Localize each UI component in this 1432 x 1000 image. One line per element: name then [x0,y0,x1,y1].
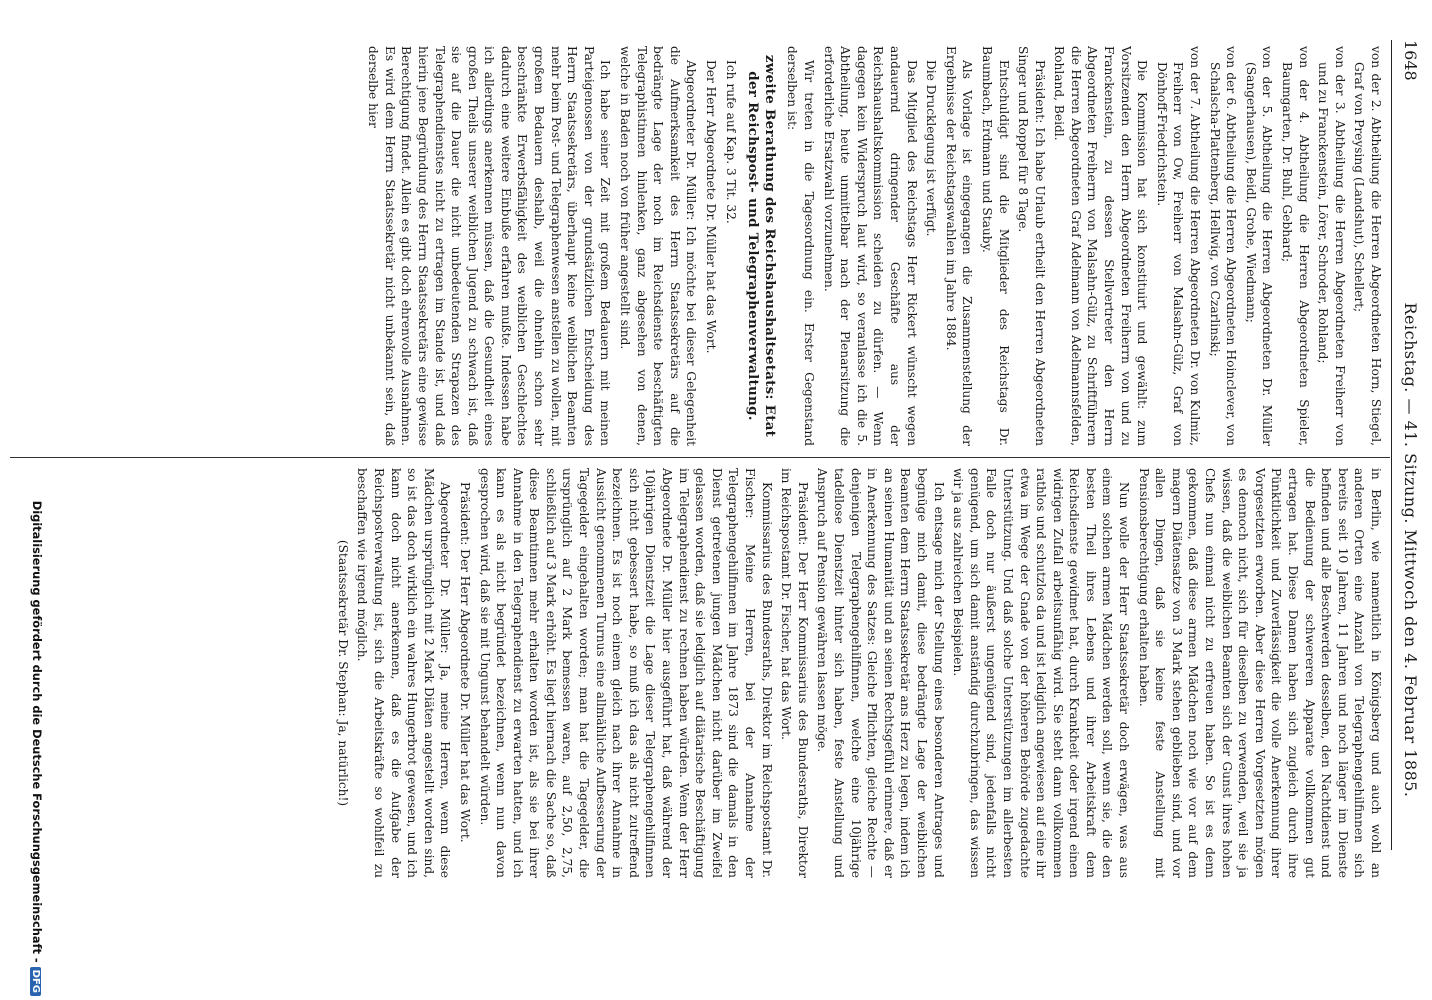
paragraph: Abgeordneter Dr. Müller: Ja, meine Herren, wenn diese Mädchen ursprünglich mit 2 Mark Diäten angestellt worden sind, so ist das doch wirklich ein wahres Hungerbrot gewesen, und ich kann doch nicht anerkennen, daß es die Aufgabe der Reichspostverwaltung ist, sich die Arbeitskräfte so wohlfeil zu beschaffen wie irgend möglich. [355,468,453,878]
paragraph: Ich rufe auf Kap. 3 Tit. 32. [723,60,738,224]
column-divider [10,457,1390,458]
paragraph: Nun wolle der Herr Staatssekretär doch erwägen, was aus einem solchen armen Mädchen werden soll, wenn sie, die den besten Theil ihres Lebens und ihrer Arbeitskraft dem Reichsdienste gewidmet hat, durch Krankheit oder irgend einen widrigen Zufall arbeitsunfähig wird. Sie steht dann vollkommen rathlos und schutzlos da und ist lediglich angewiesen auf eine ihr etwa im Wege der Gnade von der höheren Behörde zugedachte Unterstützung. Und daß solche Unterstützungen im allerbesten Falle doch nur äußerst ungenügend sind, jedenfalls nicht genügend, um sich damit anständig durchzubringen, das wissen wir ja aus zahlreichen Beispielen. [951,468,1132,878]
page-title: Reichstag. — 41. Sitzung. Mittwoch den 4. Februar 1885. [1401,302,1420,798]
paragraph: Das Mitglied des Reichstags Herr Rickert wünscht wegen andauernd dringender Geschäfte aus der Reichshaushaltskommission scheiden zu dürfen. — Wenn dagegen kein Widerspruch laut wird, so veranlasse ich die 5. Abtheilung, heute unmittelbar nach der Plenarsitzung die erforderliche Ersatzwahl vorzunehmen. [821,46,919,446]
dfg-logo: DFG [30,967,41,996]
paragraph: in Berlin, wie namentlich in Königsberg und auch wohl an anderen Orten eine Anzahl von Telegraphengehilfinnen sich bereits seit 10 Jahren, 11 Jahren und noch länger im Dienste befinden und alle Beschwerden desselben, den Nachtdienst und die Bedienung der schwereren Apparate vollkommen gut ertragen hat. Diese Damen haben sich zugleich durch ihre Pünktlichkeit und Zuverlässigkeit die volle Anerkennung ihrer Vorgesetzten erworben. Aber diese Herren Vorgesetzten mögen es dennoch nicht, sich für dieselben zu verwenden, weil sie ja wissen, daß die weiblichen Beamten sich der Gunst ihres hohen Chefs nun einmal nicht zu erfreuen haben. So ist es denn gekommen, daß diese armen Mädchen noch wie vor auf dem magern Diätensatze von 3 Mark stehen geblieben sind, und vor allen Dingen, daß sie keine feste Anstellung mit Pensionsberechtigung erhalten haben. [1136,468,1383,878]
paragraph: Ich entsage mich der Stellung eines besonderen Antrages und begnüge mich damit, diese bedrängte Lage der weiblichen Beamten dem Herrn Staatssekretär ans Herz zu legen, indem ich an seinen Humanität und an seinen Rechtsgefühl erinnere, daß er in Anerkennung des Satzes: Gleiche Pflichten, gleiche Rechte — denjenigen Telegraphengehilfinnen, welche eine 10jährige tadellose Dienstzeit hinter sich haben, feste Anstellung und Anspruch auf Pension gewähren lassen möge. [815,468,946,878]
paragraph: Ich habe seiner Zeit mit großem Bedauern mit meinen Parteigenossen von der grundsätzlichen Entscheidung des Herrn Staatssekretärs, überhaupt keine weiblichen Beamten mehr beim Post- und Telegraphenwesen anstellen zu wollen, mit großem Bedauern deshalb, weil die ohnehin schon sehr beschränkte Erwerbsfähigkeit des weiblichen Geschlechtes dadurch eine weitere Einbuße erfahren mußte. Indessen habe ich allerdings anerkennen müssen, daß die Gesundheit eines großen Theils unserer weiblichen Jugend zu schwach ist, daß sie auf die Dauer die nicht unbedeutenden Strapazen des Telegraphendienstes nicht zu ertragen im Stande ist, und daß hierin jene Begründung des Herrn Staatssekretärs eine gewisse Berechtigung findet. Allein es gibt doch ehrenvolle Ausnahmen. Es wird dem Herrn Staatssekretär nicht unbekannt sein, daß derselbe hier [366,46,613,446]
paragraph: Abgeordneter Dr. Müller: Ich möchte bei dieser Gelegenheit die Aufmerksamkeit des Herrn Staatssekretärs auf die bedrängte Lage der noch im Reichsdienste beschäftigten Telegraphistinnen hinlenken, ganz abgesehen von denen, welche in Baden noch von früher angestellt sind. [618,46,699,446]
credit-text: Digitalisierung gefördert durch die Deutsche Forschungsgemeinschaft - [30,500,44,963]
left-column [10,46,1384,446]
paragraph: Die Drucklegung ist verfügt. [924,60,939,237]
paragraph: Präsident: Ich habe Urlaub ertheilt den Herren Abgeordneten Singer und Roppel für 8 Tage. [1016,46,1047,446]
paragraph: Wir treten in die Tagesordnung ein. Erster Gegenstand derselben ist: [785,46,816,446]
page-number: 1648 [1401,40,1420,81]
paragraph: von der 2. Abtheilung die Herren Abgeordneten Horn, Stiegel, Graf von Preysing (Landshut), Schellert; [1352,46,1383,446]
paragraph: Die Kommission hat sich konstituirt und gewählt: zum Vorsitzenden den Herrn Abgeordneten Freiherrn von und zu Franckenstein, zu dessen Stellvertreter den Herrn Abgeordneten Freiherrn von Malsahn-Gülz, zu Schriftführern die Herren Abgeordneten Graf Adelmann von Adelmannsfelden, Rohland, Beidl. [1052,46,1150,446]
paragraph: Kommissarius des Bundesraths, Direktor im Reichspostamt Dr. Fischer: Meine Herren, bei der Annahme der Telegraphengehilfinnen im Jahre 1873 sind die damals in den Dienst getretenen jungen Mädchen nicht darüber im Zweifel gelassen worden, daß sie lediglich auf diätarische Beschäftigung im Telegraphendienst zu rechnen haben würden. Wenn der Herr Abgeordnete Dr. Müller hier ausgeführt hat, daß während der 10jährigen Dienstzeit die Lage dieser Telegraphengehilfinnen sich nicht gebessert habe, so muß ich das als nicht zutreffend bezeichnen. Es ist noch einem gleich nach ihrer Annahme in Aussicht genommenen Turnus eine allmähliche Aufbesserung der Tagegelder eingehalten worden; man hat die Tagegelder, die ursprünglich auf 2 Mark bemessen waren, auf 2,50, 2,75, schließlich auf 3 Mark erhöht. Es liegt hiernach die Sache so, daß diese Beamtinnen mehr erhalten worden ist, als sie bei ihrer Annahme in den Telegraphendienst zu erwarten hatten, und ich kann es als nicht begründet bezeichnen, wenn nun davon gesprochen wird, daß sie mit Ungunst behandelt würden. [477,468,774,878]
digitization-credit [30,501,44,996]
paragraph: von der 5. Abtheilung die Herren Abgeordneten Dr. Müller (Sangerhausen), Beidl, Grohe, Wiedmann; [1243,46,1275,446]
paragraph: (Staatssekretär Dr. Stephan: Ja, natürlich!) [335,539,350,807]
paragraph: Als Vorlage ist eingegangen die Zusammenstellung der Ergebnisse der Reichstagswahlen im Jahre 1884. [943,46,975,446]
paragraph: Präsident: Der Herr Abgeordnete Dr. Müller hat das Wort. [457,482,472,843]
paragraph: von der 7. Abtheilung die Herren Abgeordneten Dr. von Kulmiz, Freiherr von Ow, Freiherr von Malsahn-Gülz, Graf von Dönhoff-Friedrichstein. [1154,46,1203,446]
paragraph: Präsident: Der Herr Kommissarius des Bundesraths, Direktor im Reichspostamt Dr. Fischer, hat das Wort. [779,468,810,878]
right-column [10,468,1384,878]
paragraph: Der Herr Abgeordnete Dr. Müller hat das Wort. [704,60,719,354]
paragraph: Entschuldigt sind die Mitglieder des Reichstags Dr. Baumbach, Erdmann und Stauby. [979,46,1011,446]
paragraph: von der 3. Abtheilung die Herren Abgeordneten Freiherr von und zu Franckenstein, Lörer, Schroder, Rohland; [1316,46,1347,446]
paragraph: von der 4. Abtheilung die Herren Abgeordneten Spieler, Baumgarten, Dr. Buhl, Gebhard; [1280,46,1311,446]
section-heading: zweite Berathung des Reichshaushaltsetats: Etat der Reichspost- und Telegraphenverwaltung. [745,54,778,438]
page-header [1391,40,1428,850]
paragraph: von der 6. Abtheilung die Herren Abgeordneten Hoinclever, von Schalscha-Plattenberg, Hellwig, von Czarlinski; [1207,46,1239,446]
